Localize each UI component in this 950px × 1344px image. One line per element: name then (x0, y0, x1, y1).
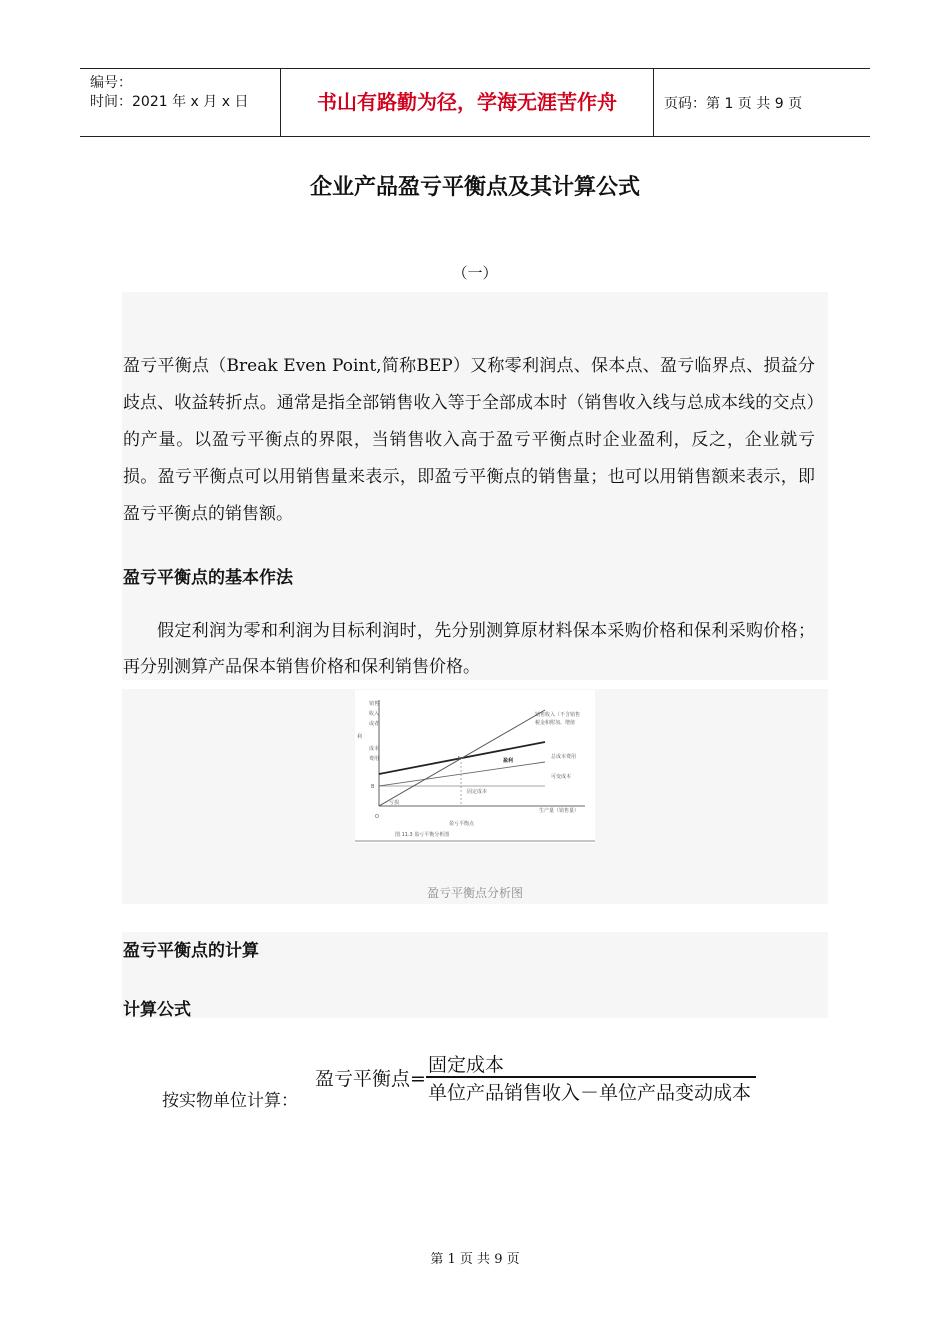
document-header (80, 68, 870, 137)
y-label-3: 或者 (369, 721, 380, 727)
date-label: 时间：2021 年 x 月 x 日 (90, 94, 249, 110)
revenue-line (379, 710, 545, 806)
section-number: （一） (452, 264, 498, 282)
x-axis-label: 生产量（销售量） (539, 808, 580, 814)
heading-calc: 盈亏平衡点的计算 (123, 941, 259, 961)
y-label-1: 销售 (369, 701, 380, 707)
variable-cost-line (379, 762, 545, 786)
y-label-6: 费用 (369, 756, 380, 762)
heading-basic: 盈亏平衡点的基本作法 (123, 568, 293, 588)
bep-label: 盈亏平衡点 (449, 821, 475, 827)
total-cost-label: 总成本费用 (551, 754, 577, 760)
intro-paragraph: 盈亏平衡点（Break Even Point,简称BEP）又称零利润点、保本点、盈亏临界点、损益分歧点、收益转折点。通常是指全部销售收入等于全部成本时（销售收入线与总成本线的交点）的产量。以盈亏平衡点的界限，当销售收入高于盈亏平衡点时企业盈利，反之，企业就亏损。盈亏平衡点可以用销售量来表示，即盈亏平衡点的销售量；也可以用销售额来表示，即盈亏平衡点的销售额。 (123, 356, 815, 524)
b-label: B (371, 784, 375, 790)
variable-cost-label: 可变成本 (551, 774, 572, 780)
header-motto: 书山有路勤为径，学海无涯苦作舟 (281, 69, 654, 136)
y-label-2: 收入 (369, 711, 380, 717)
a-label: A (457, 756, 461, 762)
basic-paragraph: 假定利润为零和利润为目标利润时，先分别测算原材料保本采购价格和保利采购价格；再分别测算产品保本销售价格和保利销售价格。 (123, 621, 815, 677)
page-title: 企业产品盈亏平衡点及其计算公式 (309, 175, 640, 200)
loss-label: 亏损 (389, 800, 400, 806)
y-label-4: 利 (357, 734, 363, 740)
figure-image-title: 图 11.3 盈亏平衡分析图 (395, 832, 450, 838)
fixed-cost-label: 固定成本 (467, 789, 488, 795)
figure-caption: 盈亏平衡点分析图 (426, 886, 523, 900)
formula-denominator: 单位产品销售收入－单位产品变动成本 (428, 1082, 752, 1104)
formula-numerator: 固定成本 (428, 1054, 505, 1076)
heading-formula: 计算公式 (123, 1000, 191, 1020)
header-meta-cell (80, 69, 281, 136)
profit-label: 盈利 (503, 758, 514, 764)
formula-lhs: 盈亏平衡点= (315, 1068, 426, 1090)
header-page-label: 页码：第 1 页 共 9 页 (664, 96, 803, 112)
origin-label: O (375, 814, 379, 820)
revenue-label-2: 税金和附加、增值 (535, 720, 576, 726)
formula-label: 按实物单位计算： (162, 1091, 298, 1111)
revenue-label: 销售收入（不含销售 (535, 712, 581, 718)
page-footer: 第 1 页 共 9 页 (430, 1252, 520, 1267)
break-even-chart (355, 690, 595, 843)
number-label: 编号： (90, 75, 132, 91)
y-label-5: 成本 (369, 746, 380, 752)
